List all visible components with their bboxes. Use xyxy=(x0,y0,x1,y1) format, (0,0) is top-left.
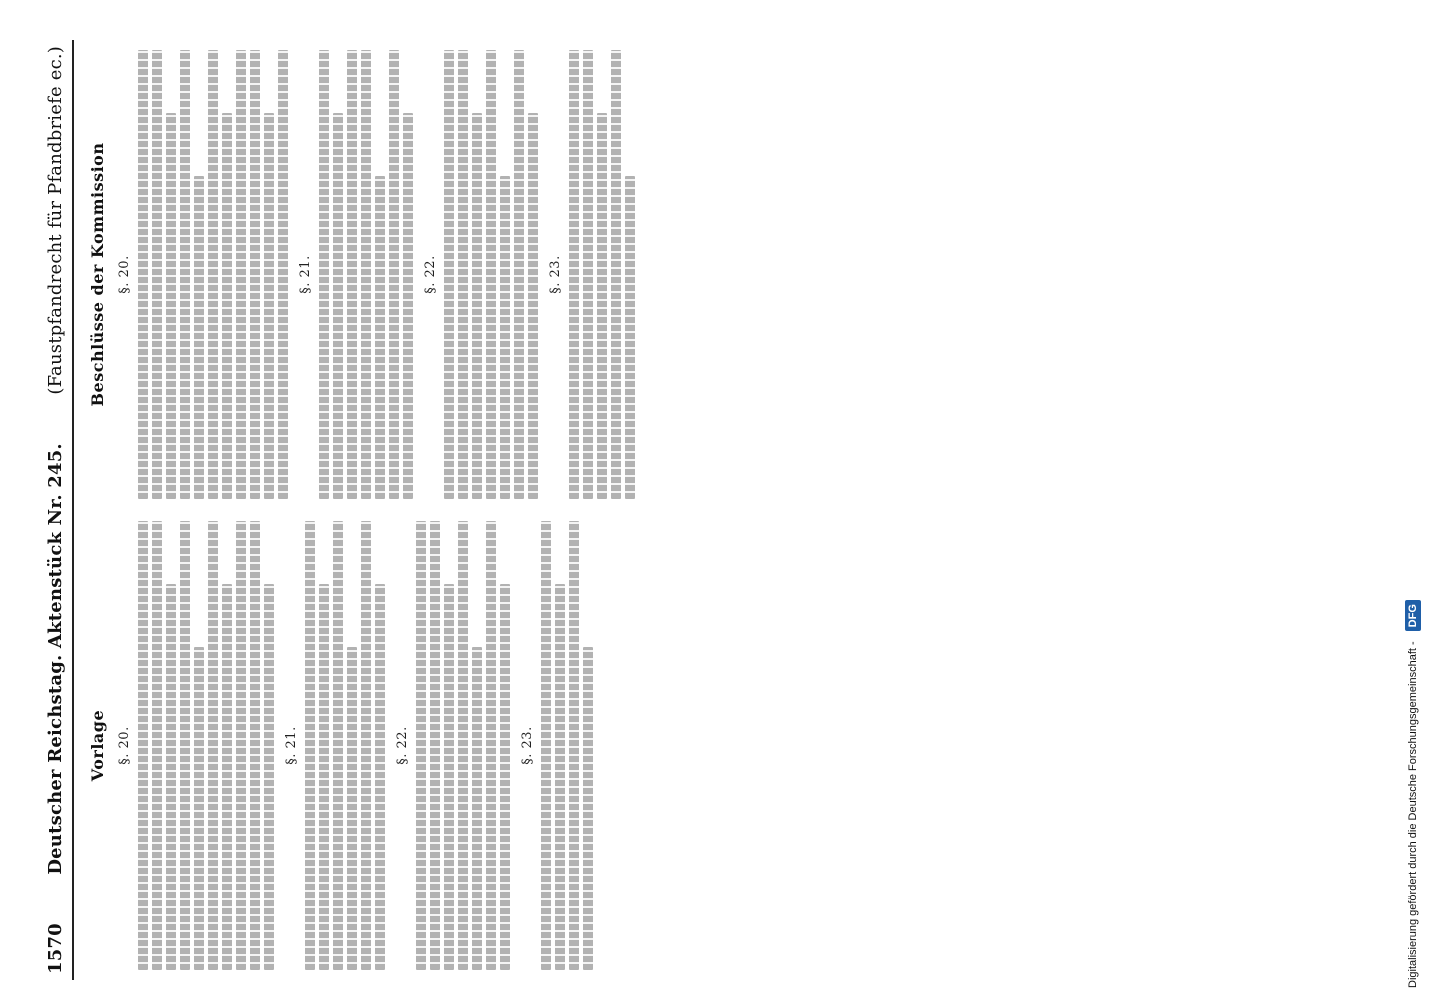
text-line xyxy=(583,647,593,970)
text-line xyxy=(333,113,343,499)
text-line xyxy=(444,50,454,499)
text-line xyxy=(222,113,232,499)
text-line xyxy=(541,521,551,970)
right-section-20 xyxy=(117,48,288,501)
right-column xyxy=(86,48,1325,501)
header-right-title: (Faustpfandrecht für Pfandbriefe ec.) xyxy=(45,46,66,395)
text-line xyxy=(458,521,468,970)
left-section-20 xyxy=(117,519,274,972)
text-line xyxy=(250,50,260,499)
text-line xyxy=(152,521,162,970)
text-line xyxy=(194,176,204,499)
right-column-title: Beschlüsse der Kommission xyxy=(88,142,107,407)
dfg-banner xyxy=(1398,0,1432,1000)
text-line xyxy=(375,176,385,499)
page-number: 1570 xyxy=(45,923,66,974)
text-line xyxy=(194,647,204,970)
text-line xyxy=(250,521,260,970)
text-line xyxy=(138,521,148,970)
right-section-title: §. 22. xyxy=(423,255,438,294)
two-column-body xyxy=(86,40,1325,980)
text-line xyxy=(569,521,579,970)
text-line xyxy=(514,50,524,499)
text-line xyxy=(444,584,454,970)
text-line xyxy=(347,647,357,970)
text-line xyxy=(138,50,148,499)
text-line xyxy=(305,521,315,970)
text-line xyxy=(430,521,440,970)
right-section-title: §. 21. xyxy=(298,255,313,294)
text-line xyxy=(597,113,607,499)
text-line xyxy=(166,584,176,970)
header-left-title: Deutscher Reichstag. Aktenstück Nr. 245. xyxy=(45,443,66,875)
dfg-banner-content xyxy=(1405,600,1421,988)
dfg-notice: Digitalisierung gefördert durch die Deutsche Forschungsgemeinschaft - xyxy=(1407,641,1419,988)
text-line xyxy=(583,50,593,499)
text-line xyxy=(472,647,482,970)
text-line xyxy=(625,176,635,499)
text-line xyxy=(403,113,413,499)
text-line xyxy=(236,50,246,499)
text-line xyxy=(180,521,190,970)
page-header xyxy=(40,40,74,980)
text-line xyxy=(500,584,510,970)
text-line xyxy=(500,176,510,499)
text-line xyxy=(333,521,343,970)
text-line xyxy=(208,521,218,970)
right-section-23 xyxy=(548,48,635,501)
text-line xyxy=(319,50,329,499)
text-line xyxy=(486,50,496,499)
dfg-logo: DFG xyxy=(1405,600,1421,631)
text-line xyxy=(458,50,468,499)
left-section-title: §. 22. xyxy=(395,726,410,765)
text-line xyxy=(361,50,371,499)
left-column xyxy=(86,519,1325,972)
left-section-title: §. 21. xyxy=(284,726,299,765)
text-line xyxy=(555,584,565,970)
right-section-21 xyxy=(298,48,413,501)
text-line xyxy=(180,50,190,499)
text-line xyxy=(278,50,288,499)
text-line xyxy=(486,521,496,970)
left-section-21 xyxy=(284,519,385,972)
text-line xyxy=(236,521,246,970)
text-line xyxy=(166,113,176,499)
right-section-title: §. 20. xyxy=(117,255,132,294)
rotated-page-content xyxy=(40,40,1325,980)
text-line xyxy=(389,50,399,499)
left-column-title: Vorlage xyxy=(88,709,107,782)
text-line xyxy=(375,584,385,970)
text-line xyxy=(416,521,426,970)
left-section-title: §. 20. xyxy=(117,726,132,765)
text-line xyxy=(152,50,162,499)
text-line xyxy=(264,584,274,970)
text-line xyxy=(208,50,218,499)
text-line xyxy=(222,584,232,970)
text-line xyxy=(347,50,357,499)
right-section-title: §. 23. xyxy=(548,255,563,294)
text-line xyxy=(472,113,482,499)
text-line xyxy=(569,50,579,499)
text-line xyxy=(264,113,274,499)
text-line xyxy=(319,584,329,970)
right-section-22 xyxy=(423,48,538,501)
text-line xyxy=(361,521,371,970)
text-line xyxy=(528,113,538,499)
text-line xyxy=(611,50,621,499)
left-section-23 xyxy=(520,519,593,972)
left-section-title: §. 23. xyxy=(520,726,535,765)
left-section-22 xyxy=(395,519,510,972)
